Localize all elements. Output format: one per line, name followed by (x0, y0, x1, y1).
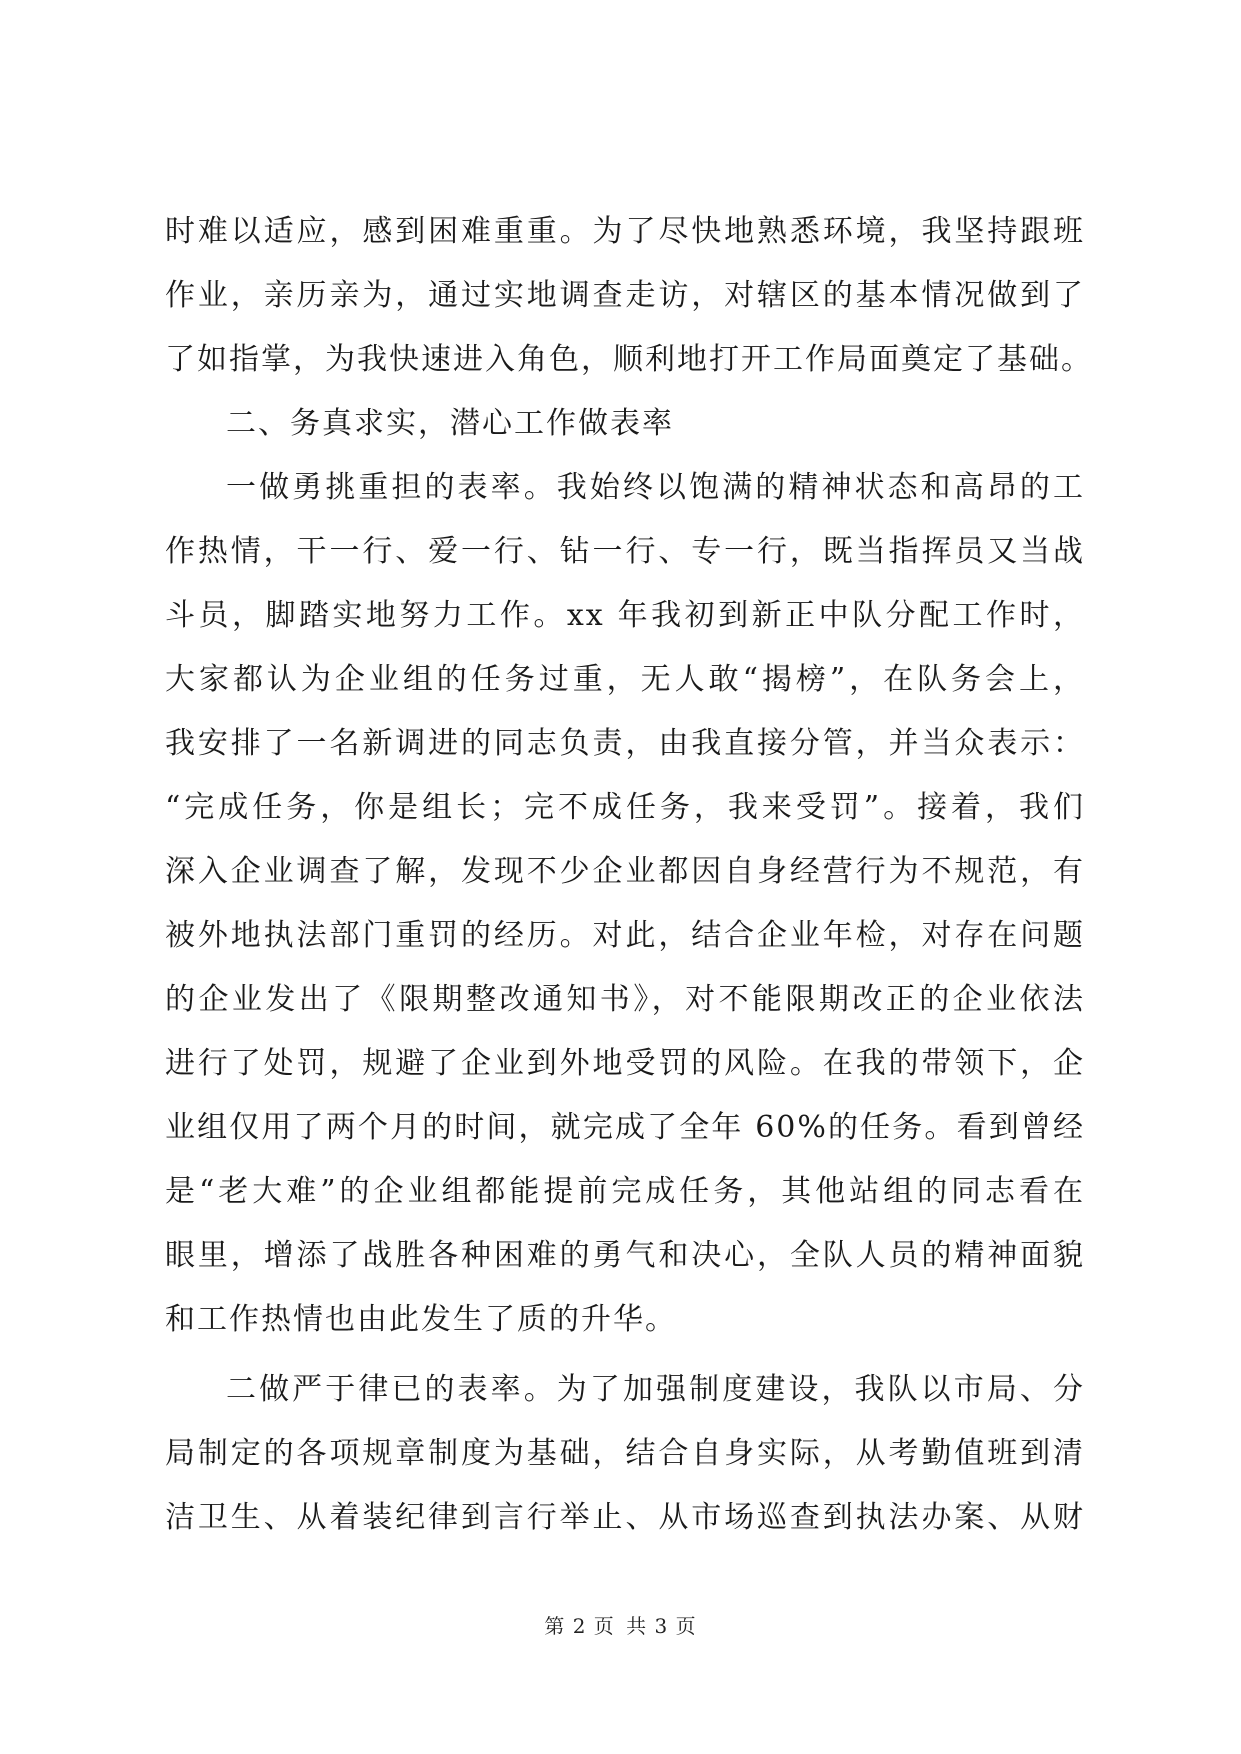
body-text-line: 作热情，干一行、爱一行、钻一行、专一行，既当指挥员又当战 (165, 534, 1085, 569)
body-text-line: 作业，亲历亲为，通过实地调查走访，对辖区的基本情况做到了 (165, 278, 1085, 313)
body-text-line: 进行了处罚，规避了企业到外地受罚的风险。在我的带领下，企 (165, 1046, 1085, 1081)
body-text-line: 眼里，增添了战胜各种困难的勇气和决心，全队人员的精神面貌 (165, 1238, 1085, 1273)
body-text-line: 的企业发出了《限期整改通知书》，对不能限期改正的企业依法 (165, 982, 1085, 1017)
body-text-line: 深入企业调查了解，发现不少企业都因自身经营行为不规范，有 (165, 854, 1085, 889)
body-text-line: 二做严于律已的表率。为了加强制度建设，我队以市局、分 (226, 1372, 1085, 1407)
body-text-line: 业组仅用了两个月的时间，就完成了全年 60%的任务。看到曾经 (165, 1110, 1085, 1145)
page-footer (0, 1614, 1241, 1638)
body-text-line: 是“老大难”的企业组都能提前完成任务，其他站组的同志看在 (165, 1174, 1085, 1209)
body-text-line: 斗员，脚踏实地努力工作。xx 年我初到新正中队分配工作时， (165, 598, 1085, 633)
body-text-line: 了如指掌，为我快速进入角色，顺利地打开工作局面奠定了基础。 (165, 342, 1093, 377)
body-text-line: 局制定的各项规章制度为基础，结合自身实际，从考勤值班到清 (165, 1436, 1085, 1471)
body-text-line: “完成任务，你是组长；完不成任务，我来受罚”。接着，我们 (165, 790, 1085, 825)
section-heading: 二、务真求实，潜心工作做表率 (226, 406, 674, 441)
body-text-line: 和工作热情也由此发生了质的升华。 (165, 1302, 677, 1337)
page-total: 共 3 页 (626, 1614, 697, 1638)
body-text-line: 大家都认为企业组的任务过重，无人敢“揭榜”，在队务会上， (165, 662, 1085, 697)
body-text-line: 一做勇挑重担的表率。我始终以饱满的精神状态和高昂的工 (226, 470, 1085, 505)
body-text-line: 时难以适应，感到困难重重。为了尽快地熟悉环境，我坚持跟班 (165, 214, 1085, 249)
body-text-line: 洁卫生、从着装纪律到言行举止、从市场巡查到执法办案、从财 (165, 1500, 1085, 1535)
body-text-line: 被外地执法部门重罚的经历。对此，结合企业年检，对存在问题 (165, 918, 1085, 953)
page-number: 第 2 页 (544, 1614, 615, 1638)
body-text-line: 我安排了一名新调进的同志负责，由我直接分管，并当众表示： (165, 726, 1085, 761)
